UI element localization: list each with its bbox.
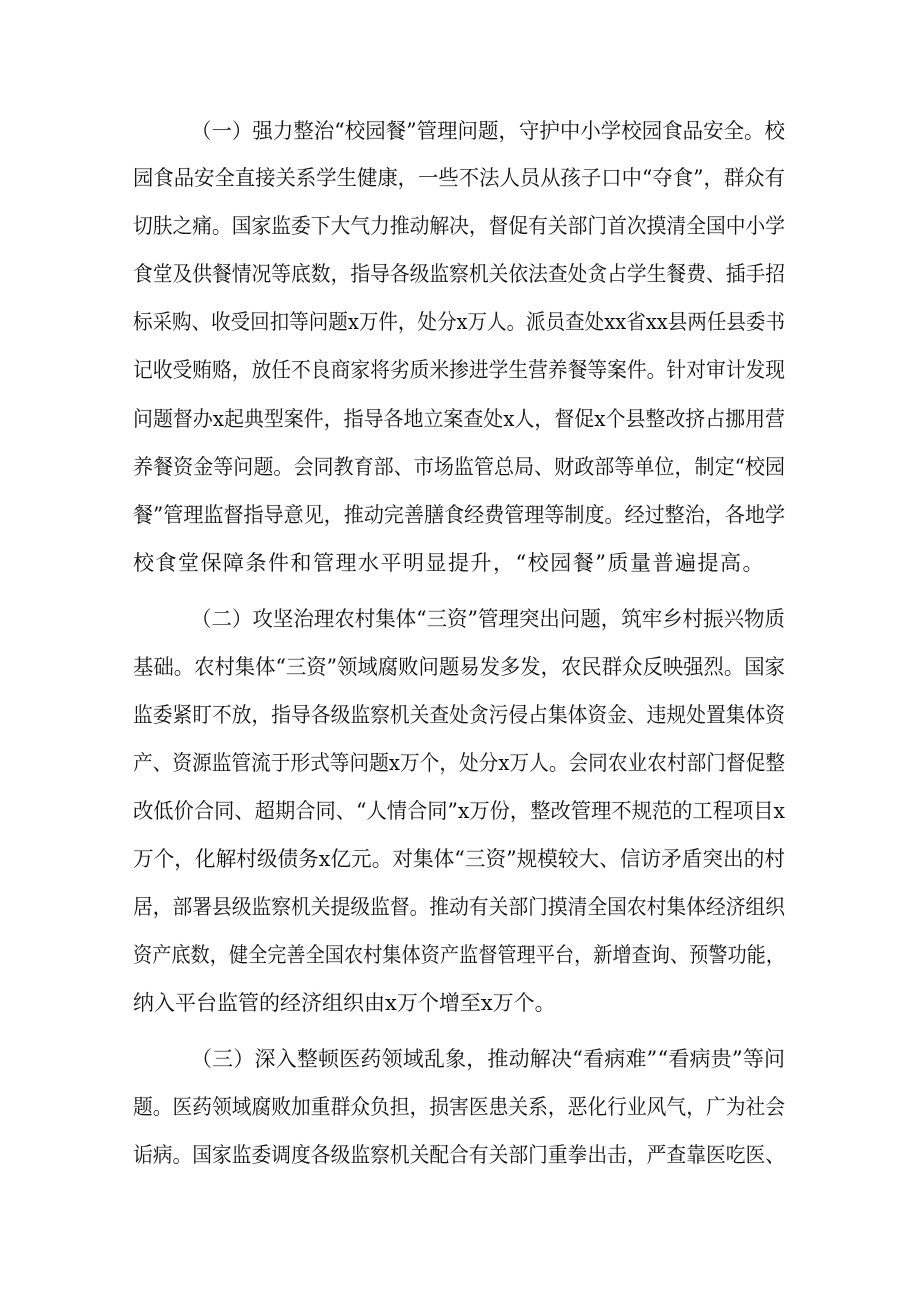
line-text: （二）攻坚治理农村集体“三资”管理突出问题，筑牢乡村振兴物质 — [191, 607, 786, 631]
line-text: （三）深入整顿医药领域乱象，推动解决“看病难”“看病贵”等问 — [191, 1047, 786, 1071]
text-line — [0, 650, 920, 684]
line-text: （一）强力整治“校园餐”管理问题，守护中小学校园食品安全。校 — [191, 119, 786, 143]
line-text: 万个，化解村级债务x亿元。对集体“三资”规模较大、信访矛盾突出的村 — [133, 847, 785, 871]
text-line — [0, 602, 920, 636]
line-text: 园食品安全直接关系学生健康，一些不法人员从孩子口中“夺食”，群众有 — [133, 166, 785, 190]
text-line — [0, 890, 920, 924]
line-text: 纳入平台监管的经济组织由x万个增至x万个。 — [133, 991, 556, 1015]
line-text: 校食堂保障条件和管理水平明显提升，“校园餐”质量普遍提高。 — [133, 551, 765, 575]
line-text: 标采购、收受回扣等问题x万件，处分x万人。派员查处xx省xx县两任县委书 — [133, 310, 785, 334]
line-text: 产、资源监管流于形式等问题x万个，处分x万人。会同农业农村部门督促整 — [133, 751, 785, 775]
text-line — [0, 1042, 920, 1076]
text-line — [0, 746, 920, 780]
line-text: 餐”管理监督指导意见，推动完善膳食经费管理等制度。经过整治，各地学 — [133, 503, 786, 527]
line-text: 资产底数，健全完善全国农村集体资产监督管理平台，新增查询、预警功能， — [133, 943, 786, 967]
text-line — [0, 209, 920, 243]
line-text: 诟病。国家监委调度各级监察机关配合有关部门重拳出击，严查靠医吃医、 — [133, 1143, 785, 1167]
line-text: 监委紧盯不放，指导各级监察机关查处贪污侵占集体资金、违规处置集体资 — [133, 703, 785, 727]
line-text: 食堂及供餐情况等底数，指导各级监察机关依法查处贪占学生餐费、插手招 — [133, 262, 785, 286]
line-text: 改低价合同、超期合同、“人情合同”x万份，整改管理不规范的工程项目x — [133, 799, 785, 823]
text-line — [0, 938, 920, 972]
text-line — [0, 1138, 920, 1172]
text-line — [0, 986, 920, 1020]
line-text: 题。医药领域腐败加重群众负担，损害医患关系，恶化行业风气，广为社会 — [133, 1095, 785, 1119]
text-line — [0, 353, 920, 387]
text-line — [0, 402, 920, 436]
text-line — [0, 498, 920, 532]
line-text: 切肤之痛。国家监委下大气力推动解决，督促有关部门首次摸清全国中小学 — [133, 214, 785, 238]
text-line — [0, 842, 920, 876]
text-line — [0, 450, 920, 484]
text-line — [0, 114, 920, 148]
line-text: 问题督办x起典型案件，指导各地立案查处x人，督促x个县整改挤占挪用营 — [133, 407, 785, 431]
line-text: 养餐资金等问题。会同教育部、市场监管总局、财政部等单位，制定“校园 — [133, 455, 786, 479]
line-text: 记收受贿赂，放任不良商家将劣质米掺进学生营养餐等案件。针对审计发现 — [133, 358, 785, 382]
text-line — [0, 305, 920, 339]
text-line — [0, 794, 920, 828]
line-text: 基础。农村集体“三资”领域腐败问题易发多发，农民群众反映强烈。国家 — [133, 655, 785, 679]
text-line — [0, 546, 920, 580]
text-line — [0, 1090, 920, 1124]
text-line — [0, 257, 920, 291]
line-text: 居，部署县级监察机关提级监督。推动有关部门摸清全国农村集体经济组织 — [133, 895, 785, 919]
text-line — [0, 698, 920, 732]
text-line — [0, 161, 920, 195]
